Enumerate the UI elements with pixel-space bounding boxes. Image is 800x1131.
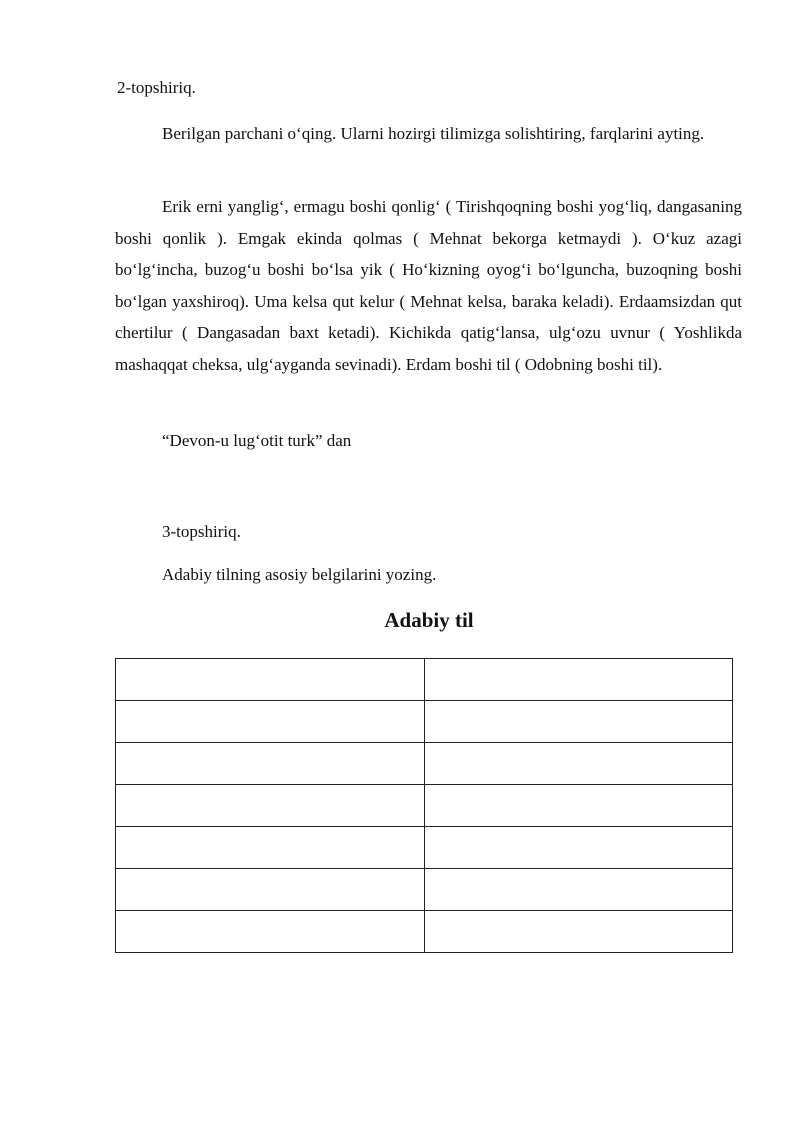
task2-source: “Devon-u lug‘otit turk” dan xyxy=(162,431,352,450)
table-cell xyxy=(116,743,425,785)
task3-title: 3-topshiriq. xyxy=(162,522,241,541)
task3-instruction: Adabiy tilning asosiy belgilarini yozing. xyxy=(162,565,437,584)
table-cell xyxy=(116,827,425,869)
table-row xyxy=(116,827,733,869)
table-cell xyxy=(116,659,425,701)
table-row xyxy=(116,743,733,785)
table-row xyxy=(116,659,733,701)
table-cell xyxy=(116,869,425,911)
table-cell xyxy=(425,869,733,911)
table-cell xyxy=(425,701,733,743)
table-row xyxy=(116,785,733,827)
table-cell xyxy=(425,785,733,827)
table-row xyxy=(116,701,733,743)
table-cell xyxy=(116,785,425,827)
table-title: Adabiy til xyxy=(384,608,474,632)
table-cell xyxy=(425,827,733,869)
task2-passage: Erik erni yanglig‘, ermagu boshi qonlig‘ ( Tirishqoqning boshi yog‘liq, dangasaning boshi qonlik ). Emgak ekinda qolmas ( Mehnat bekorga ketmaydi ). O‘kuz azagi bo‘lg‘incha, buzog‘u boshi bo‘lsa yik ( Ho‘kizning oyog‘i bo‘lguncha, buzoqning boshi bo‘lgan yaxshiroq). Uma kelsa qut kelur ( Mehnat kelsa, baraka keladi). Erdaamsizdan qut chertilur ( Dangasadan baxt ketadi). Kichikda qatig‘lansa, ulg‘ozu uvnur ( Yoshlikda mashaqqat cheksa, ulg‘ayganda sevinadi). Erdam boshi til ( Odobning boshi til). xyxy=(115,197,742,374)
table-row xyxy=(116,869,733,911)
table-row xyxy=(116,911,733,953)
answer-table xyxy=(115,658,733,953)
table-cell xyxy=(425,743,733,785)
table-cell xyxy=(425,911,733,953)
task2-title: 2-topshiriq. xyxy=(117,78,196,97)
table-cell xyxy=(116,701,425,743)
table-cell xyxy=(425,659,733,701)
task2-instruction: Berilgan parchani o‘qing. Ularni hozirgi tilimizga solishtiring, farqlarini ayting. xyxy=(162,124,705,143)
table-cell xyxy=(116,911,425,953)
